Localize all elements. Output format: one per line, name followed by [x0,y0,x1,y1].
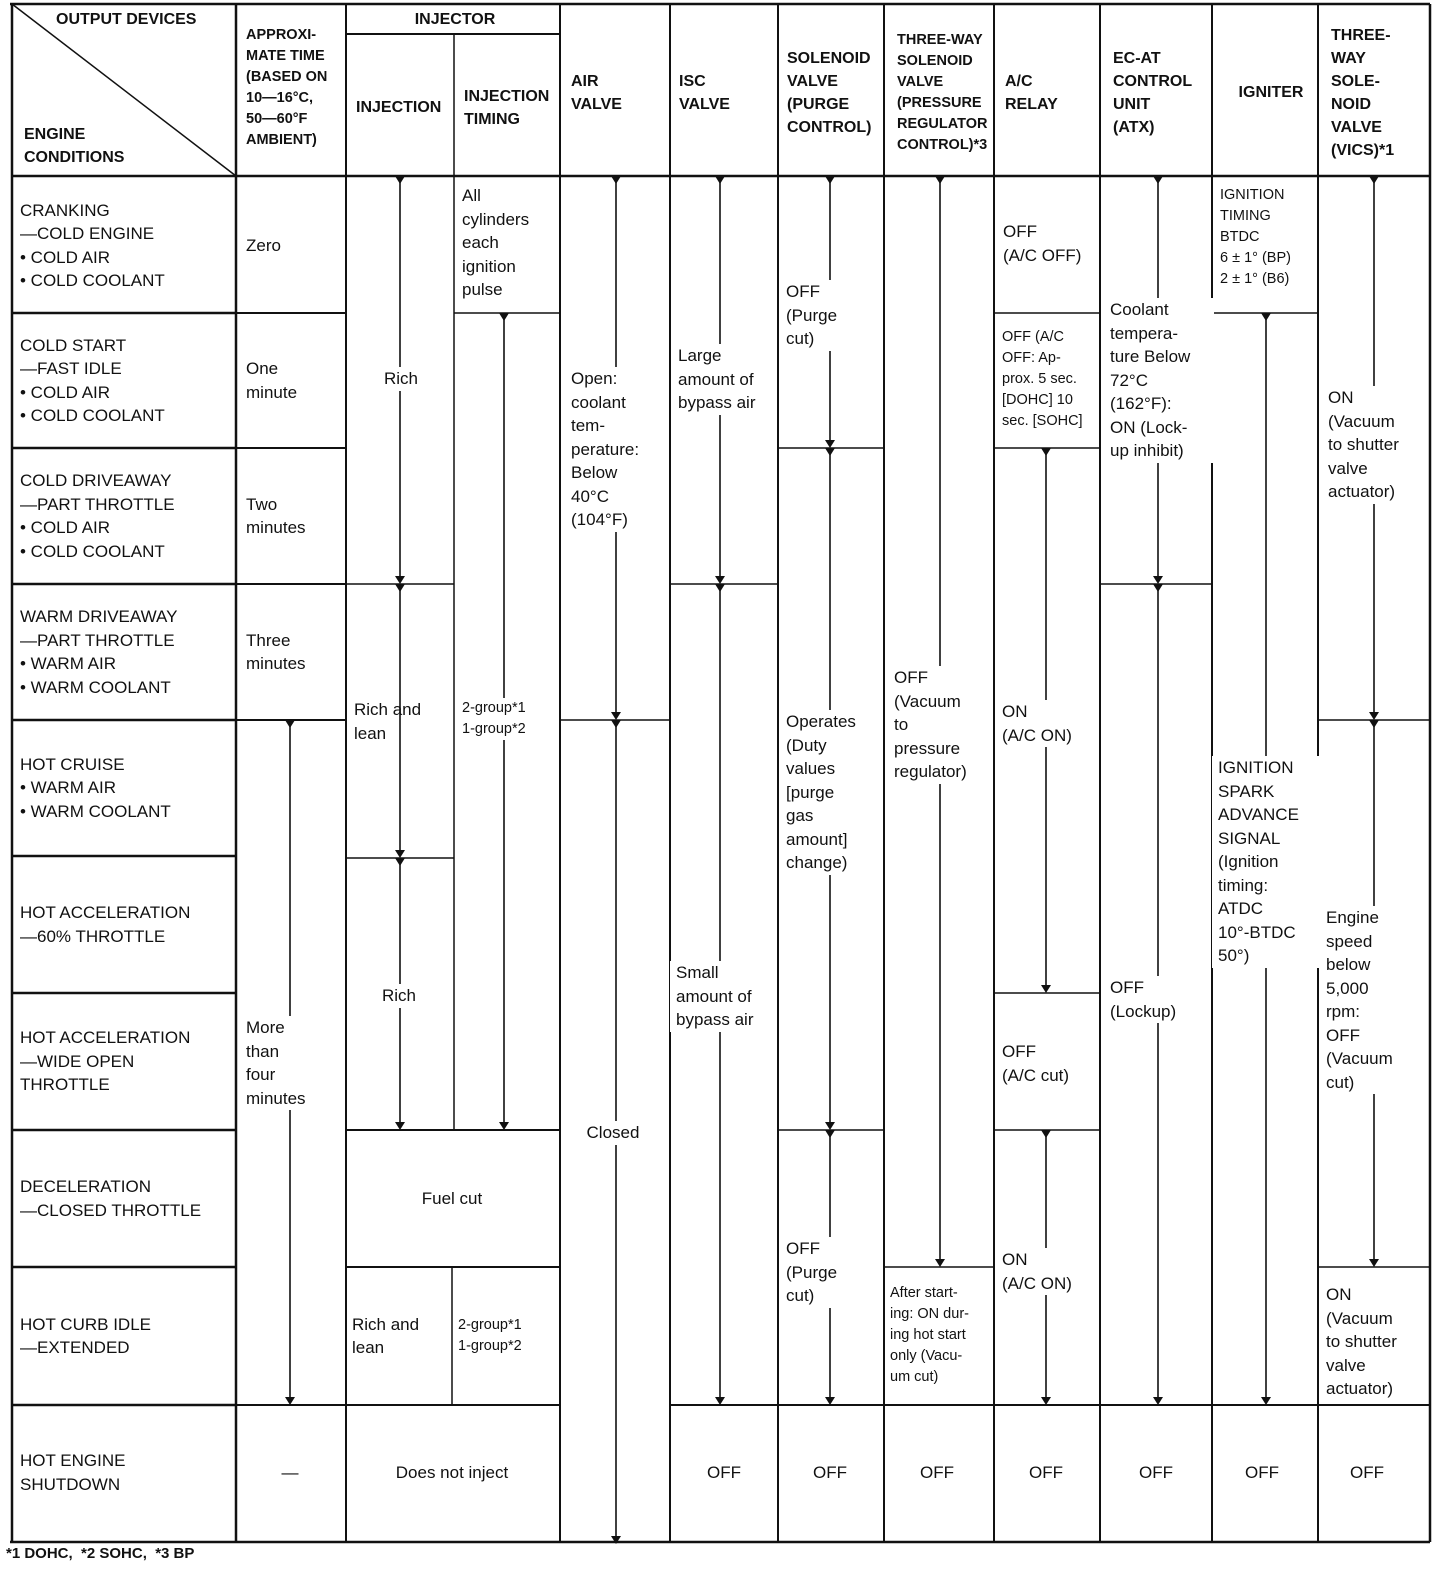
timing-group-drive: 2-group*1 1-group*2 [456,698,556,740]
time-two-minutes: Two minutes [246,494,306,537]
purge-off-shutdown: OFF [813,1462,847,1482]
vics-on-idle: ON (Vacuum to shutter valve actuator) [1326,1285,1397,1398]
ac-off-cranking: OFF (A/C OFF) [1003,222,1082,265]
injection-rich-cold: Rich [375,367,427,391]
vics-off-shutdown: OFF [1350,1462,1384,1482]
header-ac-relay: A/C RELAY [1005,72,1058,113]
ac-off-cut: OFF (A/C cut) [1002,1042,1070,1085]
condition-hot-curb-idle: HOT CURB IDLE —EXTENDED [20,1314,151,1357]
ac-on-idle: ON (A/C ON) [996,1248,1082,1295]
condition-warm-driveaway: WARM DRIVEAWAY —PART THROTTLE • WARM AIR • WARM COOLANT [20,607,178,697]
condition-hot-acceleration-60: HOT ACCELERATION —60% THROTTLE [20,903,191,946]
purge-off-cold: OFF (Purge cut) [780,280,850,351]
injection-fuel-cut: Fuel cut [421,1189,483,1209]
condition-cold-driveaway: COLD DRIVEAWAY —PART THROTTLE • COLD AIR • COLD COOLANT [20,471,175,561]
ecat-off-shutdown: OFF [1139,1462,1173,1482]
header-igniter: IGNITER [1238,84,1304,101]
time-zero: Zero [246,235,281,255]
injection-does-not-inject: Does not inject [395,1462,509,1482]
condition-deceleration: DECELERATION —CLOSED THROTTLE [20,1177,202,1220]
condition-hot-cruise: HOT CRUISE • WARM AIR • WARM COOLANT [20,754,171,821]
isc-large-bypass: Large amount of bypass air [672,344,772,415]
ac-off-shutdown: OFF [1029,1462,1063,1482]
timing-all-cylinders: All cylinders each ignition pulse [462,186,530,299]
igniter-timing: IGNITION TIMING BTDC 6 ± 1° (BP) 2 ± 1° (B6) [1220,187,1291,287]
header-ecat: EC-AT CONTROL UNIT (ATX) [1113,49,1193,136]
injection-rich-and-lean: Rich and lean [354,700,422,743]
header-output-devices: OUTPUT DEVICES [56,11,197,28]
header-injector: INJECTOR [414,11,496,28]
pressure-off-vacuum: OFF (Vacuum to pressure regulator) [888,666,988,784]
time-more-than-four: More than four minutes [240,1016,310,1110]
header-injection: INJECTION [356,99,442,116]
header-approx-time: APPROXI- MATE TIME (BASED ON 10—16°C, 50—60°F AMBIENT) [246,27,328,148]
header-injection-timing: INJECTION TIMING [464,87,550,128]
isc-small-bypass: Small amount of bypass air [670,961,770,1032]
header-three-way-vics: THREE- WAY SOLE- NOID VALVE (VICS)*1 [1331,26,1395,159]
time-three-minutes: Three minutes [246,630,306,673]
timing-group-idle: 2-group*1 1-group*2 [458,1317,522,1354]
injection-rich-and-lean-idle: Rich and lean [352,1314,420,1357]
header-isc-valve: ISC VALVE [679,72,730,113]
pressure-after-start: After start- ing: ON dur- ing hot start only (Vacu- um cut) [890,1285,969,1385]
condition-hot-acceleration-wot: HOT ACCELERATION —WIDE OPEN THROTTLE [20,1028,191,1095]
time-shutdown: — [281,1462,299,1482]
air-valve-closed: Closed [580,1121,646,1145]
igniter-off-shutdown: OFF [1245,1462,1279,1482]
isc-off: OFF [707,1462,741,1482]
ecat-coolant-below: Coolant tempera- ture Below 72°C (162°F): ON (Lock- up inhibit) [1104,298,1214,463]
header-three-way-pressure: THREE-WAY SOLENOID VALVE (PRESSURE REGULATOR CONTROL)*3 [897,31,988,153]
purge-operates: Operates (Duty values [purge gas amount] change) [780,710,870,875]
ac-on-drive: ON (A/C ON) [996,700,1082,747]
ac-off-delay: OFF (A/C OFF: Ap- prox. 5 sec. [DOHC] 10 sec. [SOHC] [1002,329,1083,429]
time-one-minute: One minute [246,359,298,402]
igniter-spark-advance: IGNITION SPARK ADVANCE SIGNAL (Ignition timing: ATDC 10°-BTDC 50°) [1212,756,1322,968]
air-valve-open: Open: coolant tem- perature: Below 40°C (104°F) [565,367,665,532]
condition-cold-start: COLD START —FAST IDLE • COLD AIR • COLD COOLANT [20,335,165,425]
condition-hot-engine-shutdown: HOT ENGINE SHUTDOWN [20,1451,126,1494]
injection-rich-hot: Rich [373,984,425,1008]
header-air-valve: AIR VALVE [571,72,622,113]
vics-engine-speed: Engine speed below 5,000 rpm: OFF (Vacuum cut) [1320,906,1404,1094]
footnote: *1 DOHC, *2 SOHC, *3 BP [6,1545,195,1562]
header-solenoid-purge: SOLENOID VALVE (PURGE CONTROL) [787,49,872,136]
condition-cranking: CRANKING —COLD ENGINE • COLD AIR • COLD COOLANT [20,200,165,290]
ecat-lockup: OFF (Lockup) [1104,976,1188,1023]
purge-off-idle: OFF (Purge cut) [780,1237,850,1308]
vics-on-cold: ON (Vacuum to shutter valve actuator) [1322,386,1422,504]
header-engine-conditions: ENGINE CONDITIONS [24,126,125,166]
pressure-off-shutdown: OFF [920,1462,954,1482]
